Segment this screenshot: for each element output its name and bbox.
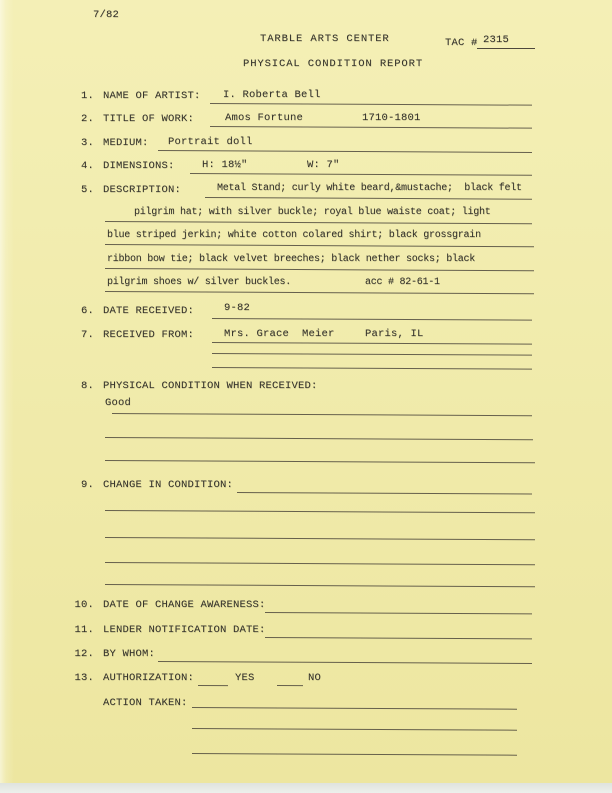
field-number: 2. [80, 113, 94, 125]
by-whom-label: BY WHOM: [103, 648, 156, 660]
description-text: Metal Stand; curly white beard,&mustache; black felt [217, 183, 522, 194]
authorization-yes-label: YES [235, 672, 255, 684]
received-from-location: Paris, IL [365, 328, 424, 340]
description-text: blue striped jerkin; white cotton colared shirt; black grossgrain [107, 230, 481, 241]
blank-line [212, 353, 532, 370]
blank-line [105, 446, 535, 463]
scan-background-strip [0, 783, 612, 793]
authorization-label: AUTHORIZATION: [103, 672, 195, 684]
description-text: ribbon bow tie; black velvet breeches; black nether socks; black [107, 254, 476, 265]
dimensions-height-value: H: 18½" [202, 159, 248, 171]
description-text: pilgrim shoes w/ silver buckles. [107, 277, 292, 288]
field-number: 12. [74, 648, 94, 660]
artist-value: I. Roberta Bell [223, 89, 321, 101]
work-title-value: Amos Fortune [225, 112, 304, 124]
lender-notification-line [265, 623, 532, 639]
field-number: 11. [74, 624, 94, 636]
field-number: 13. [74, 672, 94, 684]
condition-received-label: PHYSICAL CONDITION WHEN RECEIVED: [103, 380, 318, 392]
received-from-value: Mrs. Grace Meier [224, 328, 335, 340]
accession-number: acc # 82-61-1 [365, 277, 440, 288]
date-received-line [212, 304, 532, 321]
action-taken-label: ACTION TAKEN: [103, 697, 188, 709]
blank-line [105, 570, 535, 587]
dimensions-width-value: W: 7" [307, 159, 340, 171]
medium-label: MEDIUM: [103, 137, 149, 149]
condition-received-value: Good [105, 397, 132, 409]
blank-line [105, 548, 535, 565]
authorization-yes-line [198, 671, 228, 686]
field-number: 1. [80, 90, 94, 102]
change-awareness-label: DATE OF CHANGE AWARENESS: [103, 599, 266, 611]
blank-line [105, 496, 535, 513]
authorization-no-line [277, 671, 303, 686]
by-whom-line [158, 647, 532, 664]
change-awareness-line [265, 598, 532, 614]
date-received-value: 9-82 [224, 302, 251, 314]
org-name: TARBLE ARTS CENTER [260, 33, 390, 45]
field-number: 9. [80, 479, 94, 491]
work-title-label: TITLE OF WORK: [103, 113, 195, 125]
action-taken-line [192, 693, 517, 710]
change-condition-line [237, 478, 532, 495]
dimensions-label: DIMENSIONS: [103, 160, 175, 172]
condition-received-line [112, 399, 532, 416]
blank-line [105, 523, 535, 540]
blank-line [192, 739, 517, 756]
received-from-label: RECEIVED FROM: [103, 329, 195, 341]
report-title: PHYSICAL CONDITION REPORT [243, 58, 424, 70]
description-text: pilgrim hat; with silver buckle; royal blue waiste coat; light [134, 207, 491, 218]
blank-line [105, 423, 533, 440]
date-received-label: DATE RECEIVED: [103, 305, 195, 317]
description-label: DESCRIPTION: [103, 184, 182, 196]
field-number: 8. [80, 380, 94, 392]
tac-number-value: 2315 [477, 33, 535, 49]
field-number: 10. [74, 599, 94, 611]
tac-number-label: TAC # [445, 37, 478, 49]
field-number: 5. [80, 184, 94, 196]
work-dates-value: 1710-1801 [362, 112, 421, 124]
field-number: 3. [80, 137, 94, 149]
corner-date: 7/82 [93, 9, 120, 21]
lender-notification-label: LENDER NOTIFICATION DATE: [103, 624, 266, 636]
authorization-no-label: NO [308, 672, 322, 684]
blank-line [192, 714, 517, 731]
medium-value: Portrait doll [168, 136, 253, 148]
change-condition-label: CHANGE IN CONDITION: [103, 479, 234, 491]
field-number: 6. [80, 305, 94, 317]
field-number: 4. [80, 160, 94, 172]
artist-label: NAME OF ARTIST: [103, 90, 201, 102]
field-number: 7. [80, 329, 94, 341]
